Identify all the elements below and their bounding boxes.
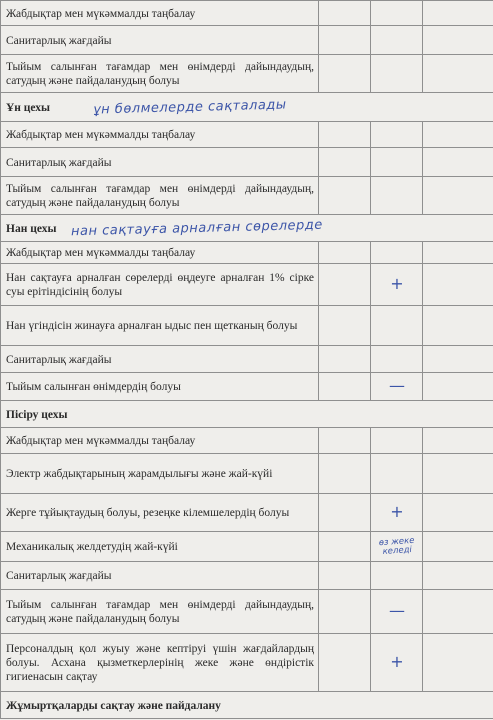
mark-cell: [319, 122, 371, 148]
table-row: [1, 26, 493, 55]
mark-cell: [319, 264, 371, 306]
handwritten-note: нан сақтауға арналған сөрелерде: [71, 217, 324, 239]
plus-mark: +: [390, 274, 404, 293]
section-cell: [1, 215, 493, 242]
mark-cell: [319, 428, 371, 454]
table-row: [1, 242, 493, 264]
mark-cell: [423, 454, 493, 494]
mark-cell: [371, 532, 423, 562]
table-row: [1, 590, 493, 634]
criterion-text: Тыйым салынған тағамдар мен өнімдерді дайындаудың, сатудың және пайдаланудың болуы: [1, 55, 319, 93]
criterion-text: Санитарлық жағдайы: [1, 562, 319, 590]
table-row: [1, 428, 493, 454]
section-cell: [1, 401, 493, 428]
plus-mark: +: [390, 652, 404, 671]
mark-cell: [423, 634, 493, 692]
section-cell: [1, 93, 493, 122]
table-row: [1, 634, 493, 692]
mark-cell: [423, 532, 493, 562]
mark-cell: [423, 177, 493, 215]
criterion-text: Тыйым салынған тағамдар мен өнімдерді дайындаудың, сатудың және пайдаланудың болуы: [1, 590, 319, 634]
section-title: Ұн цехы: [6, 101, 51, 114]
mark-cell: [423, 373, 493, 401]
mark-cell: [371, 346, 423, 373]
mark-cell: [319, 494, 371, 532]
mark-cell: [423, 1, 493, 26]
criterion-text: Нан сақтауға арналған сөрелерді өңдеуге арналған 1% сірке суы ерітіндісінің болуы: [1, 264, 319, 306]
section-title: Пісіру цехы: [6, 408, 68, 421]
mark-cell: [371, 373, 423, 401]
mark-cell: [319, 532, 371, 562]
mark-cell: [319, 373, 371, 401]
mark-cell: [371, 148, 423, 177]
mark-cell: [423, 148, 493, 177]
mark-cell: [371, 122, 423, 148]
mark-cell: [371, 634, 423, 692]
mark-cell: [371, 26, 423, 55]
section-header: [1, 215, 493, 242]
mark-cell: [371, 55, 423, 93]
criterion-text: Жабдықтар мен мүкәммалды таңбалау: [1, 122, 319, 148]
dash-mark: —: [389, 601, 405, 620]
mark-cell: [423, 264, 493, 306]
criterion-text: Санитарлық жағдайы: [1, 346, 319, 373]
mark-cell: [371, 306, 423, 346]
mark-cell: [371, 1, 423, 26]
section-header: [1, 692, 493, 719]
mark-cell: [423, 55, 493, 93]
criterion-text: Механикалық желдетудің жай-күйі: [1, 532, 319, 562]
mark-cell: [319, 1, 371, 26]
criterion-text: Тыйым салынған тағамдар мен өнімдерді дайындаудың, сатудың және пайдаланудың болуы: [1, 177, 319, 215]
table-row: [1, 55, 493, 93]
criterion-text: Жерге тұйықтаудың болуы, резеңке кілемшелердің болуы: [1, 494, 319, 532]
table-row: [1, 122, 493, 148]
mark-cell: [371, 177, 423, 215]
criterion-text: Тыйым салынған өнімдердің болуы: [1, 373, 319, 401]
mark-cell: [371, 562, 423, 590]
table-row: [1, 264, 493, 306]
table-row: [1, 562, 493, 590]
handwritten-note: ұн бөлмелерде сақталады: [92, 96, 287, 118]
table-row: [1, 532, 493, 562]
section-cell: [1, 692, 493, 719]
table-row: [1, 1, 493, 26]
mark-cell: [423, 562, 493, 590]
table-row: [1, 346, 493, 373]
mark-cell: [319, 346, 371, 373]
section-title: Нан цехы: [6, 222, 57, 235]
table-row: [1, 148, 493, 177]
mark-cell: [319, 242, 371, 264]
table-row: [1, 454, 493, 494]
plus-mark: +: [390, 502, 404, 521]
mark-cell: [371, 590, 423, 634]
criterion-text: Жабдықтар мен мүкәммалды таңбалау: [1, 428, 319, 454]
table-row: [1, 494, 493, 532]
mark-cell: [423, 242, 493, 264]
mark-cell: [319, 590, 371, 634]
mark-cell: [319, 306, 371, 346]
criterion-text: Жабдықтар мен мүкәммалды таңбалау: [1, 242, 319, 264]
mark-cell: [319, 634, 371, 692]
criterion-text: Санитарлық жағдайы: [1, 26, 319, 55]
mark-cell: [319, 55, 371, 93]
mark-cell: [319, 26, 371, 55]
section-header: [1, 93, 493, 122]
mark-cell: [423, 26, 493, 55]
mark-cell: [423, 346, 493, 373]
mark-cell: [371, 264, 423, 306]
dash-mark: —: [389, 376, 405, 395]
table-row: [1, 306, 493, 346]
section-title: Жұмыртқаларды сақтау және пайдалану: [6, 699, 221, 712]
criterion-text: Электр жабдықтарының жарамдылығы және жай-күйі: [1, 454, 319, 494]
mark-cell: [319, 177, 371, 215]
mark-cell: [423, 494, 493, 532]
mark-cell: [319, 148, 371, 177]
criterion-text: Санитарлық жағдайы: [1, 148, 319, 177]
table-row: [1, 373, 493, 401]
mark-cell: [319, 562, 371, 590]
table-row: [1, 177, 493, 215]
mark-cell: [423, 122, 493, 148]
handwritten-mark: өз жеке келеді: [378, 535, 415, 557]
section-header: [1, 401, 493, 428]
mark-cell: [423, 590, 493, 634]
criterion-text: Персоналдың қол жуыу және кептіруі үшін жағдайлардың болуы. Асхана қызметкерлерінің жеке және өндірістік гигиенасын сақтау: [1, 634, 319, 692]
mark-cell: [371, 454, 423, 494]
mark-cell: [371, 428, 423, 454]
criterion-text: Нан үгіндісін жинауға арналған ыдыс пен щетканың болуы: [1, 306, 319, 346]
criterion-text: Жабдықтар мен мүкәммалды таңбалау: [1, 1, 319, 26]
mark-cell: [319, 454, 371, 494]
mark-cell: [371, 494, 423, 532]
mark-cell: [423, 428, 493, 454]
mark-cell: [423, 306, 493, 346]
mark-cell: [371, 242, 423, 264]
